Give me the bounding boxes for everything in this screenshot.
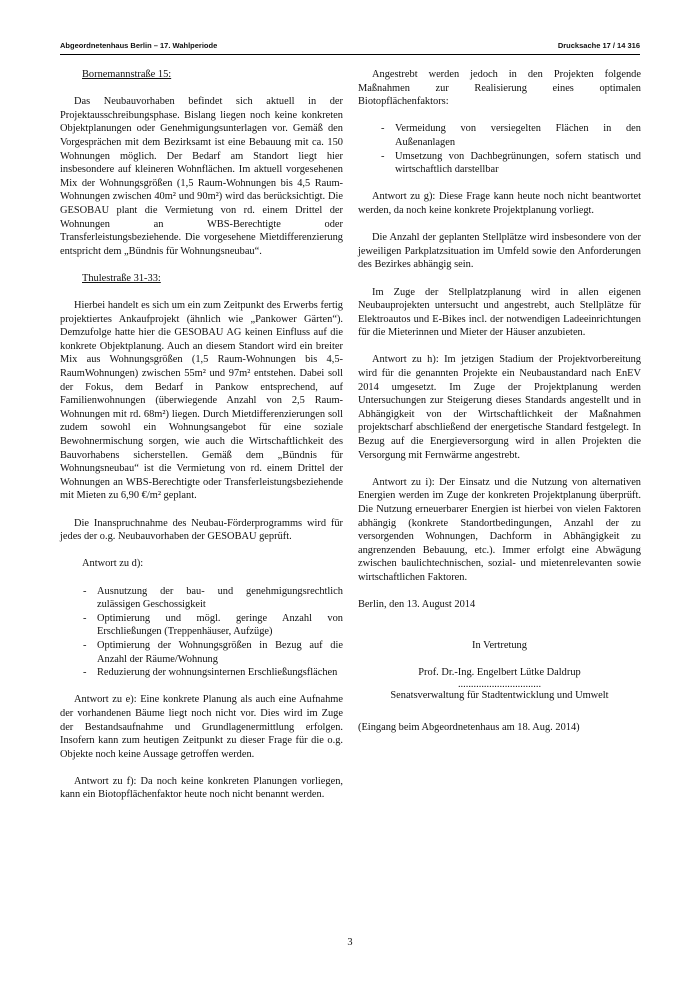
date-line: Berlin, den 13. August 2014: [358, 599, 476, 611]
paragraph-stellplatzplanung: Im Zuge der Stellplatzplanung wird in allen eigenen Neubauprojekten untersucht und angestrebt, auch Stellplätze für Elektroautos und E-Bikes incl. der notwendigen Ladeeinrichtungen für die Mieterinnen und Mieter der Häuser anzubieten.: [358, 286, 641, 339]
header-right-text: Drucksache 17 / 14 316: [557, 41, 640, 50]
signature-block: [358, 639, 641, 703]
dash-bullet-icon: -: [83, 667, 87, 679]
dash-bullet-icon: -: [83, 585, 87, 597]
paragraph-biotop-intro: Angestrebt werden jedoch in den Projekten folgende Maßnahmen zur Realisierung eines optimalen Biotopflächenfaktors:: [358, 69, 641, 108]
dash-bullet-icon: -: [381, 123, 385, 135]
section-heading-thulestrasse: Thulestraße 31-33:: [82, 272, 161, 284]
left-column: [60, 68, 343, 816]
paragraph-bornemannstrasse: Das Neubauvorhaben befindet sich aktuell in der Projektausschreibungsphase. Bislang liegen noch keine konkreten Objektplanungen oder Genehmigungsunterlagen vor. Gemäß den Vorgesprächen mit dem Bezirksamt ist eine Bebauung mit ca. 150 Wohnungen möglich. Der Bedarf am Standort liegt hier insbesondere auf kleineren Wohnflächen. Im aktuell vorgesehenen Mix der Wohnungsgrößen (1,5 Raum-Wohnungen bis 4,5 Raum-Wohnungen zwischen 40m² und 90m²) wird das berücksichtigt. Die GESOBAU plant die Vermietung von rd. einem Drittel der Wohnungen an WBS-Berechtigte oder Transferleistungsbeziehende. Die vorgesehene Mietdifferenzierung entspricht dem „Bündnis für Wohnungsneubau“.: [60, 96, 343, 257]
dash-bullet-icon: -: [381, 150, 385, 162]
right-column: [358, 68, 641, 748]
list-item: - Umsetzung von Dachbegrünungen, sofern statisch und wirtschaftlich darstellbar: [381, 150, 641, 176]
paragraph-stellplaetze: Die Anzahl der geplanten Stellplätze wird insbesondere von der jeweiligen Parkplatzsituation im Umfeld sowie den Anforderungen des Bezirkes abhängig sein.: [358, 232, 641, 271]
section-heading-bornemannstrasse: Bornemannstraße 15:: [82, 69, 172, 80]
signer-name: Prof. Dr.-Ing. Engelbert Lütke Daldrup: [418, 667, 581, 679]
list-item: - Reduzierung der wohnungsinternen Erschließungsflächen: [83, 667, 338, 679]
list-item: - Optimierung und mögl. geringe Anzahl von Erschließungen (Treppenhäuser, Aufzüge): [83, 612, 343, 638]
list-item: - Optimierung der Wohnungsgrößen in Bezug auf die Anzahl der Räume/Wohnung: [83, 639, 343, 665]
answer-e-paragraph: Antwort zu e): Eine konkrete Planung als auch eine Aufnahme der vorhandenen Bäume liegt noch nicht vor. Dies wird im Zuge der Bestandsaufnahme und Grundlagenermittlung erfolgen. Insofern kann zum heutigen Zeitpunkt zu dieser Frage für die o.g. Objekte noch keine Aussage getroffen werden.: [60, 694, 343, 760]
dash-bullet-icon: -: [83, 612, 87, 624]
list-item: - Vermeidung von versiegelten Flächen in den Außenanlagen: [381, 123, 641, 148]
dash-bullet-icon: -: [83, 639, 87, 651]
paragraph-thulestrasse: Hierbei handelt es sich um ein zum Zeitpunkt des Erwerbs fertig projektiertes Ankaufprojekt (ähnlich wie „Pankower Gärten“). Demzufolge hatte hier die GESOBAU AG keinen Einfluss auf die konkrete Objektplanung. Auch an diesem Standort wird ein breiter Mix aus Wohnungsgrößen (1,5 Raum-Wohnungen bis 4,5-RaumWohnungen) zwischen 55m² und 97m² entstehen. Dabei soll der Fokus, dem Bedarf in Pankow entsprechend, auf Familienwohnungen (überwiegende Anzahl von 2,5 Raum-Wohnungen mit rd. 68m²) liegen. Durch Mietdifferenzierungen soll zudem sowohl ein Wohnungsangebot für eine soziale Bewohnermischung sorgen, wie auch die Wirtschaftlichkeit des Bauvorhabens sicherstellen. Gemäß dem „Bündnis für Wohnungsneubau“ ist die Vermietung von rd. einem Drittel der Wohnungen an WBS-Berechtigte oder Transferleistungsbeziehende mit Mieten zu 6,90 €/m² geplant.: [60, 300, 343, 502]
biotop-measures-list: [358, 122, 641, 176]
answer-h-paragraph: Antwort zu h): Im jetzigen Stadium der Projektvorbereitung wird für die genannten Projekte ein Neubaustandard nach EnEV 2014 umgesetzt. Im Zuge der Projektplanung werden Untersuchungen zur Steigerung dieses Standards angestellt und in Abhängigkeit von der Wirtschaftlichkeit der Maßnahmen projektscharf abschließend der energetische Standard festgelegt. In Bezug auf die Energieversorgung wird in allen Projekten die Versorgung mit Fernwärme angestrebt.: [358, 354, 641, 461]
answer-i-paragraph: Antwort zu i): Der Einsatz und die Nutzung von alternativen Energien werden im Zuge der konkreten Projektplanung überprüft. Die Nutzung erneuerbarer Energien ist hierbei von vielen Faktoren abhängig (konkrete Standortbedingungen, Anzahl der zu versorgenden Wohnungen, Dachform in Abhängigkeit zu angrenzenden Bebauung, etc.). Immer erfolgt eine Abwägung zwischen baulichtechnischen, sozial- und mietenrelevanten sowie wirtschaftlichen Faktoren.: [358, 476, 641, 583]
page-header: [60, 40, 640, 55]
header-left-text: Abgeordnetenhaus Berlin – 17. Wahlperiode: [60, 41, 218, 50]
list-item: - Ausnutzung der bau- und genehmigungsrechtlich zulässigen Geschossigkeit: [83, 585, 343, 611]
answer-d-list: [60, 585, 343, 680]
answer-f-paragraph: Antwort zu f): Da noch keine konkreten Planungen vorliegen, kann ein Biotopflächenfaktor heute noch nicht benannt werden.: [60, 775, 343, 801]
answer-d-heading: Antwort zu d):: [82, 558, 144, 570]
page-number: 3: [347, 937, 353, 948]
office-name: Senatsverwaltung für Stadtentwicklung und Umwelt: [390, 689, 609, 701]
vertretung-label: In Vertretung: [472, 639, 527, 651]
answer-g-paragraph: Antwort zu g): Diese Frage kann heute noch nicht beantwortet werden, da noch keine konkrete Projektplanung vorliegt.: [358, 191, 641, 216]
signature-dots: ................................: [457, 678, 542, 690]
paragraph-foerderprogramm: Die Inanspruchnahme des Neubau-Förderprogramms wird für jedes der o.g. Neubauvorhaben der GESOBAU geprüft.: [60, 517, 343, 543]
eingang-note: (Eingang beim Abgeordnetenhaus am 18. Aug. 2014): [358, 721, 580, 733]
